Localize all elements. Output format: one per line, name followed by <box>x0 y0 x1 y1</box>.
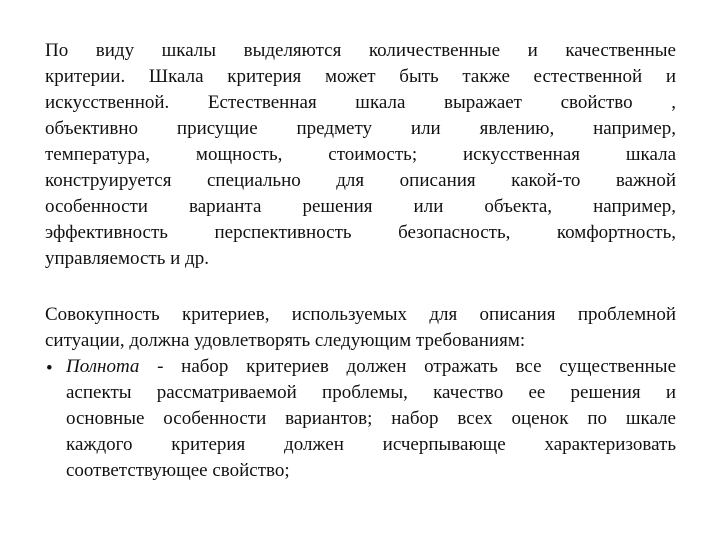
text-line: объективно присущие предмету или явлению, например, <box>45 118 676 139</box>
text-line: искусственной. Естественная шкала выражает свойство , <box>45 92 676 113</box>
text-line: управляемость и др. <box>45 248 209 269</box>
text-line: аспекты рассматриваемой проблемы, качество ее решения и <box>66 382 676 403</box>
bullet-term: Полнота <box>66 356 140 377</box>
text-line: критерии. Шкала критерия может быть также естественной и <box>45 66 676 87</box>
text-line: особенности варианта решения или объекта, например, <box>45 196 676 217</box>
bullet-icon: • <box>46 358 53 379</box>
text-line: набор критериев должен отражать все существенные <box>181 356 676 377</box>
text-line: Совокупность критериев, используемых для описания проблемной <box>45 304 676 325</box>
bullet-first-line <box>66 354 676 380</box>
text-line: каждого критерия должен исчерпывающе характеризовать <box>66 434 676 455</box>
text-line: эффективность перспективность безопасность, комфортность, <box>45 222 676 243</box>
text-line: температура, мощность, стоимость; искусственная шкала <box>45 144 676 165</box>
text-line: основные особенности вариантов; набор всех оценок по шкале <box>66 408 676 429</box>
text-line: конструируется специально для описания какой-то важной <box>45 170 676 191</box>
text-line: ситуации, должна удовлетворять следующим требованиям: <box>45 330 526 351</box>
bullet-separator: - <box>139 356 182 377</box>
text-line: По виду шкалы выделяются количественные и качественные <box>45 40 676 61</box>
text-line: соответствующее свойство; <box>66 460 290 481</box>
